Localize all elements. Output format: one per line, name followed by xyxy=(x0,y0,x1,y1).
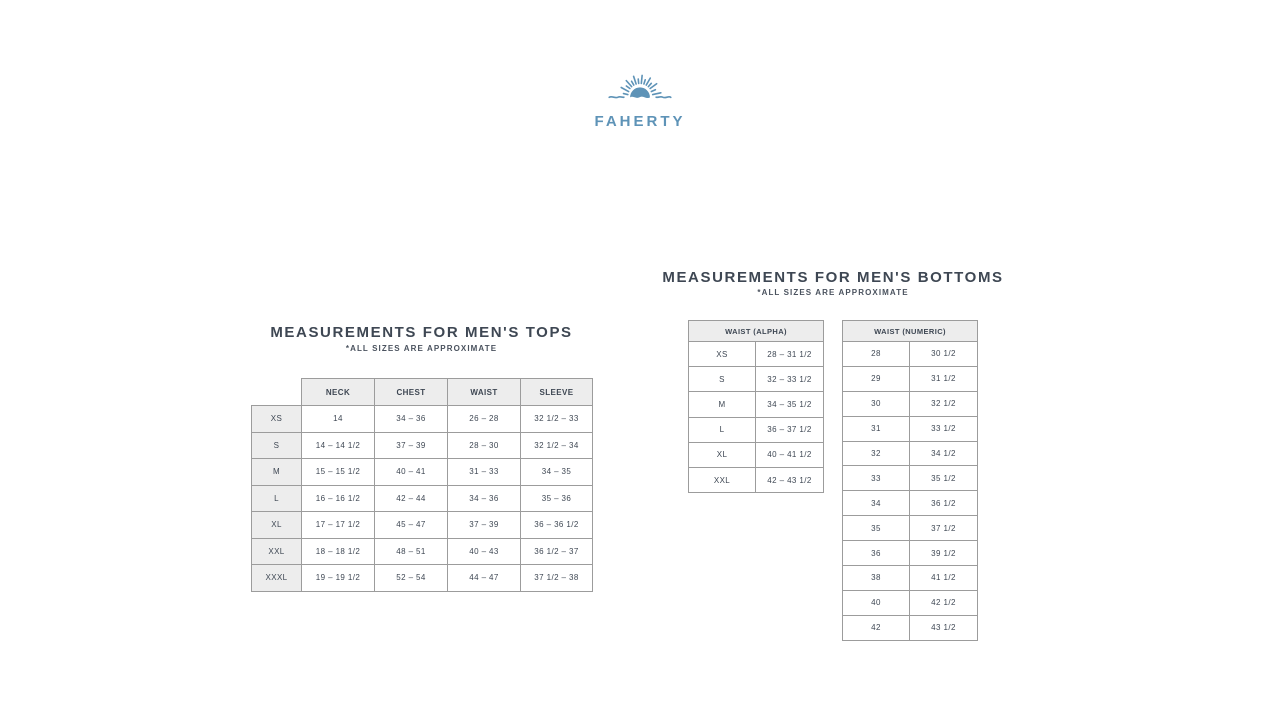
value-cell: 33 1/2 xyxy=(910,416,978,441)
value-cell: 40 – 41 xyxy=(375,459,448,486)
size-cell: XS xyxy=(689,342,756,367)
value-cell: 34 – 35 xyxy=(521,459,593,486)
tops-subtitle: *ALL SIZES ARE APPROXIMATE xyxy=(345,344,498,353)
table-row xyxy=(689,442,824,467)
size-cell: 38 xyxy=(843,566,910,591)
column-header: CHEST xyxy=(375,379,448,406)
logo-wordmark: FAHERTY xyxy=(594,113,686,130)
size-cell: L xyxy=(689,417,756,442)
value-cell: 44 – 47 xyxy=(448,565,521,592)
size-cell: S xyxy=(689,367,756,392)
table-row xyxy=(689,392,824,417)
value-cell: 39 1/2 xyxy=(910,541,978,566)
value-cell: 14 – 14 1/2 xyxy=(302,432,375,459)
table-row xyxy=(843,566,978,591)
tops-title: MEASUREMENTS FOR MEN'S TOPS xyxy=(270,324,573,341)
value-cell: 28 – 30 xyxy=(448,432,521,459)
size-cell: XL xyxy=(689,442,756,467)
table-row xyxy=(689,417,824,442)
column-header: SLEEVE xyxy=(521,379,593,406)
value-cell: 32 1/2 – 33 xyxy=(521,406,593,433)
table-row xyxy=(843,366,978,391)
column-header: WAIST (NUMERIC) xyxy=(843,321,978,342)
value-cell: 36 1/2 xyxy=(910,491,978,516)
size-cell: 36 xyxy=(843,541,910,566)
tops-table xyxy=(251,378,593,592)
table-row xyxy=(252,485,593,512)
size-cell: 42 xyxy=(843,615,910,640)
value-cell: 41 1/2 xyxy=(910,566,978,591)
bottoms-alpha-table xyxy=(688,320,824,493)
bottoms-subtitle: *ALL SIZES ARE APPROXIMATE xyxy=(757,288,909,297)
value-cell: 30 1/2 xyxy=(910,342,978,367)
value-cell: 45 – 47 xyxy=(375,512,448,539)
value-cell: 40 – 41 1/2 xyxy=(756,442,824,467)
size-cell: S xyxy=(252,432,302,459)
value-cell: 31 – 33 xyxy=(448,459,521,486)
value-cell: 48 – 51 xyxy=(375,538,448,565)
size-cell: XXL xyxy=(252,538,302,565)
value-cell: 36 1/2 – 37 xyxy=(521,538,593,565)
table-row xyxy=(843,342,978,367)
size-cell: 29 xyxy=(843,366,910,391)
tops-header-row xyxy=(252,379,593,406)
table-row xyxy=(252,459,593,486)
table-row xyxy=(843,516,978,541)
value-cell: 34 – 35 1/2 xyxy=(756,392,824,417)
value-cell: 34 – 36 xyxy=(448,485,521,512)
value-cell: 37 1/2 xyxy=(910,516,978,541)
table-row xyxy=(843,541,978,566)
size-cell: 40 xyxy=(843,590,910,615)
column-header: NECK xyxy=(302,379,375,406)
value-cell: 40 – 43 xyxy=(448,538,521,565)
size-cell: 32 xyxy=(843,441,910,466)
value-cell: 14 xyxy=(302,406,375,433)
table-row xyxy=(843,391,978,416)
value-cell: 42 1/2 xyxy=(910,590,978,615)
corner-cell xyxy=(252,379,302,406)
table-row xyxy=(843,590,978,615)
table-row xyxy=(843,466,978,491)
value-cell: 34 1/2 xyxy=(910,441,978,466)
size-cell: XXXL xyxy=(252,565,302,592)
table-row xyxy=(843,441,978,466)
size-cell: 28 xyxy=(843,342,910,367)
value-cell: 17 – 17 1/2 xyxy=(302,512,375,539)
value-cell: 35 – 36 xyxy=(521,485,593,512)
value-cell: 36 – 36 1/2 xyxy=(521,512,593,539)
column-header: WAIST (ALPHA) xyxy=(689,321,824,342)
value-cell: 37 – 39 xyxy=(448,512,521,539)
value-cell: 32 1/2 xyxy=(910,391,978,416)
size-cell: XS xyxy=(252,406,302,433)
value-cell: 35 1/2 xyxy=(910,466,978,491)
size-cell: M xyxy=(689,392,756,417)
alpha-header-row xyxy=(689,321,824,342)
size-cell: 33 xyxy=(843,466,910,491)
value-cell: 37 1/2 – 38 xyxy=(521,565,593,592)
bottoms-numeric-table xyxy=(842,320,978,641)
size-cell: XL xyxy=(252,512,302,539)
size-cell: 35 xyxy=(843,516,910,541)
value-cell: 18 – 18 1/2 xyxy=(302,538,375,565)
value-cell: 32 1/2 – 34 xyxy=(521,432,593,459)
value-cell: 32 – 33 1/2 xyxy=(756,367,824,392)
table-row xyxy=(843,416,978,441)
value-cell: 37 – 39 xyxy=(375,432,448,459)
faherty-logo[interactable] xyxy=(578,68,702,130)
table-row xyxy=(252,406,593,433)
table-row xyxy=(689,342,824,367)
value-cell: 19 – 19 1/2 xyxy=(302,565,375,592)
table-row xyxy=(689,367,824,392)
table-row xyxy=(252,565,593,592)
size-cell: L xyxy=(252,485,302,512)
value-cell: 16 – 16 1/2 xyxy=(302,485,375,512)
value-cell: 52 – 54 xyxy=(375,565,448,592)
value-cell: 43 1/2 xyxy=(910,615,978,640)
table-row xyxy=(843,615,978,640)
table-row xyxy=(252,538,593,565)
value-cell: 26 – 28 xyxy=(448,406,521,433)
column-header: WAIST xyxy=(448,379,521,406)
value-cell: 42 – 44 xyxy=(375,485,448,512)
value-cell: 31 1/2 xyxy=(910,366,978,391)
numeric-header-row xyxy=(843,321,978,342)
sun-wave-logo-icon xyxy=(588,68,692,112)
size-cell: 34 xyxy=(843,491,910,516)
table-row xyxy=(252,512,593,539)
value-cell: 36 – 37 1/2 xyxy=(756,417,824,442)
value-cell: 34 – 36 xyxy=(375,406,448,433)
value-cell: 42 – 43 1/2 xyxy=(756,467,824,492)
size-cell: XXL xyxy=(689,467,756,492)
size-cell: 30 xyxy=(843,391,910,416)
table-row xyxy=(689,467,824,492)
size-cell: 31 xyxy=(843,416,910,441)
bottoms-title: MEASUREMENTS FOR MEN'S BOTTOMS xyxy=(662,269,1004,286)
table-row xyxy=(843,491,978,516)
size-cell: M xyxy=(252,459,302,486)
value-cell: 28 – 31 1/2 xyxy=(756,342,824,367)
table-row xyxy=(252,432,593,459)
value-cell: 15 – 15 1/2 xyxy=(302,459,375,486)
